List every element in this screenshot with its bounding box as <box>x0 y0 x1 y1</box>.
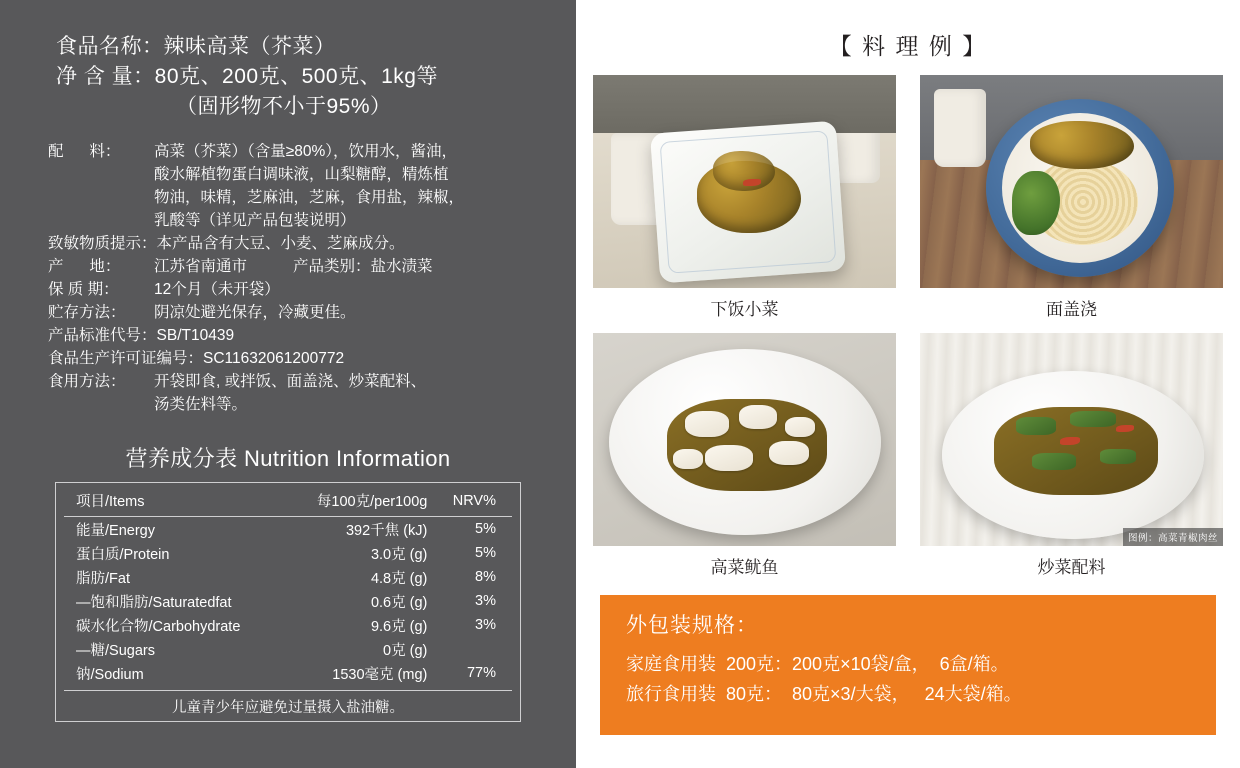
nutrition-amount: 392千焦 (kJ) <box>345 522 428 539</box>
serving-photo-grid <box>600 75 1216 581</box>
nutrition-header-nrv: NRV% <box>431 488 512 517</box>
photo-note-label: 图例：高菜青椒肉丝 <box>1123 528 1223 546</box>
photo-band <box>593 75 896 133</box>
nutrition-nrv: 8% <box>475 569 496 585</box>
dish-photo-squid <box>593 333 896 546</box>
squid-piece <box>769 441 809 465</box>
nutrition-amount: 3.0克 (g) <box>370 546 428 563</box>
category-label: 产品类别： <box>293 258 371 275</box>
green-pepper-piece <box>1016 417 1056 435</box>
packaging-spec-line-family: 家庭食用装 200克：200克×10袋/盒， 6盒/箱。 <box>626 654 1009 674</box>
squid-piece <box>705 445 753 471</box>
packaging-spec-title: 外包装规格： <box>626 614 758 637</box>
nutrition-item: 脂肪/Fat <box>76 570 130 587</box>
allergen-value: 本产品含有大豆、小麦、芝麻成分。 <box>156 235 405 252</box>
ingredients-label: 配 料： <box>48 143 121 160</box>
green-pepper-piece <box>1100 449 1136 464</box>
left-info-panel <box>0 0 576 768</box>
serving-suggestion-title: 【 料 理 例 】 <box>828 33 988 59</box>
shelf-life-label: 保 质 期： <box>48 281 119 298</box>
squid-piece <box>739 405 777 429</box>
usage-cont: 汤类佐料等。 <box>154 396 248 413</box>
standard-code-row <box>48 324 550 347</box>
nutrition-amount: 0.6克 (g) <box>370 594 428 611</box>
squid-piece <box>785 417 815 437</box>
nutrition-nrv: 5% <box>475 521 496 537</box>
ingredients-cont-1: 酸水解植物蛋白调味液，山梨糖醇，精炼植 <box>154 166 449 183</box>
nutrition-nrv: 3% <box>475 593 496 609</box>
mustard-greens-mound <box>1030 121 1134 169</box>
photo-caption: 炒菜配料 <box>1037 558 1106 577</box>
origin-label: 产 地： <box>48 258 121 275</box>
table-row <box>64 541 512 565</box>
chili-shape <box>1116 425 1134 432</box>
squid-piece <box>673 449 703 469</box>
nutrition-item: 能量/Energy <box>76 522 155 539</box>
shelf-life-value: 12个月（未开袋） <box>154 281 280 298</box>
nutrition-nrv: 77% <box>466 665 496 681</box>
standard-code-label: 产品标准代号： <box>48 327 157 344</box>
storage-label: 贮存方法： <box>48 304 126 321</box>
ingredients-cont-3: 乳酸等（详见产品包装说明） <box>154 212 356 229</box>
photo-caption: 高菜鱿鱼 <box>710 558 779 577</box>
table-row <box>64 661 512 685</box>
shelf-life-row <box>48 278 550 301</box>
ingredients-row <box>48 140 550 163</box>
right-serving-panel <box>576 0 1240 768</box>
nutrition-amount: 1530毫克 (mg) <box>332 666 428 683</box>
nutrition-item: 钠/Sodium <box>76 666 144 683</box>
dish-photo-stirfry <box>920 333 1223 546</box>
dish-photo-noodles <box>920 75 1223 288</box>
nutrition-item: —饱和脂肪/Saturatedfat <box>76 594 232 611</box>
chili-shape <box>1060 437 1080 445</box>
product-name-line: 食品名称：辣味高菜（芥菜） <box>56 35 336 58</box>
nutrition-table-box <box>55 482 521 722</box>
nutrition-header-row <box>64 488 512 517</box>
ingredients-cont-2: 物油，味精，芝麻油，芝麻，食用盐，辣椒， <box>154 189 465 206</box>
nutrition-amount: 4.8克 (g) <box>370 570 428 587</box>
license-value: SC11632061200772 <box>203 350 345 367</box>
chili-shape <box>743 179 761 186</box>
usage-row <box>48 370 550 393</box>
nutrition-item: 碳水化合物/Carbohydrate <box>76 618 241 635</box>
license-row <box>48 347 550 370</box>
nutrition-amount: 0克 (g) <box>383 642 428 659</box>
nutrition-table <box>64 488 512 685</box>
serving-photo-cell-3 <box>593 333 896 581</box>
solid-content-line: （固形物不小于95%） <box>176 95 392 118</box>
origin-row <box>48 255 550 278</box>
squid-piece <box>685 411 729 437</box>
photo-caption: 面盖浇 <box>1046 300 1097 319</box>
nutrition-header-items: 项目/Items <box>64 488 297 517</box>
standard-code-value: SB/T10439 <box>156 327 235 344</box>
serving-photo-cell-1 <box>593 75 896 323</box>
photo-caption: 下饭小菜 <box>710 300 779 319</box>
origin-value: 江苏省南通市 <box>154 258 248 275</box>
packaging-spec-line-travel: 旅行食用装 80克： 80克×3/大袋， 24大袋/箱。 <box>626 684 1022 704</box>
nutrition-amount: 9.6克 (g) <box>370 618 428 635</box>
nutrition-item: 蛋白质/Protein <box>76 546 170 563</box>
product-header <box>56 32 550 122</box>
packaging-spec-box <box>600 595 1216 735</box>
nutrition-footnote: 儿童青少年应避免过量摄入盐油糖。 <box>64 690 512 717</box>
table-row <box>64 517 512 542</box>
serving-photo-cell-2 <box>920 75 1223 323</box>
cup-shape <box>934 89 986 167</box>
usage-value: 开袋即食, 或拌饭、面盖浇、炒菜配料、 <box>154 373 427 390</box>
nutrition-nrv <box>431 637 512 661</box>
nutrition-header-per100g: 每100克/per100g <box>297 488 431 517</box>
nutrition-title: 营养成分表 Nutrition Information <box>125 446 451 471</box>
usage-label: 食用方法： <box>48 373 126 390</box>
license-label: 食品生产许可证编号： <box>48 350 204 367</box>
table-row <box>64 637 512 661</box>
green-pepper-piece <box>1070 411 1116 427</box>
storage-value: 阴凉处避光保存，冷藏更佳。 <box>154 304 356 321</box>
table-row <box>64 589 512 613</box>
allergen-row <box>48 232 550 255</box>
category-value: 盐水渍菜 <box>370 258 433 275</box>
dish-photo-side-dish <box>593 75 896 288</box>
table-row <box>64 613 512 637</box>
nutrition-nrv: 3% <box>475 617 496 633</box>
serving-photo-cell-4 <box>920 333 1223 581</box>
storage-row <box>48 301 550 324</box>
green-pepper-piece <box>1032 453 1076 470</box>
table-row <box>64 565 512 589</box>
nutrition-item: —糖/Sugars <box>76 642 155 659</box>
net-weight-line: 净 含 量：80克、200克、500克、1kg等 <box>56 65 438 88</box>
allergen-label: 致敏物质提示： <box>48 235 157 252</box>
nutrition-nrv: 5% <box>475 545 496 561</box>
ingredients-value: 高菜（芥菜）（含量≥80%），饮用水，酱油， <box>154 143 458 160</box>
product-info-list <box>48 140 550 416</box>
